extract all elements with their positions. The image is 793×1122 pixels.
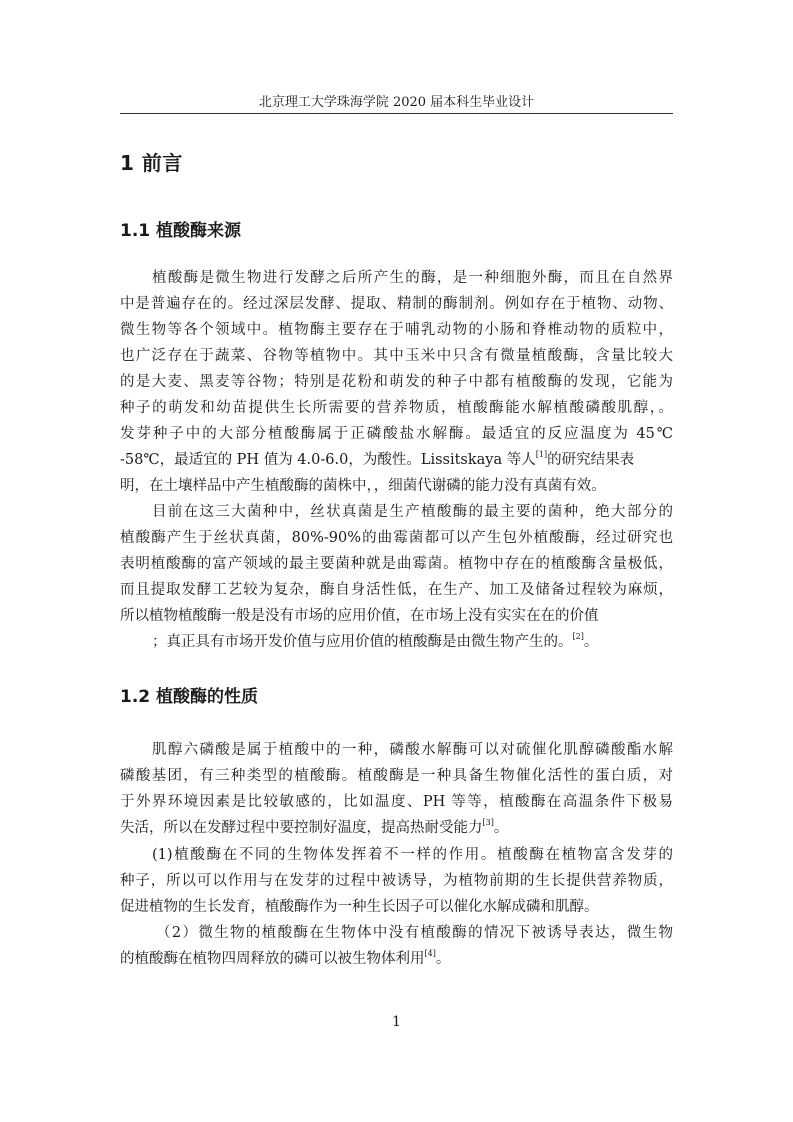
line-text: 的研究结果表 bbox=[547, 452, 635, 468]
paragraph-line: 目前在这三大菌种中，丝状真菌是生产植酸酶的最主要的菌种，绝大部分的 bbox=[152, 504, 673, 520]
paragraph-line: 肌醇六磷酸是属于植酸中的一种，磷酸水解酶可以对硫催化肌醇磷酸酯水解 bbox=[152, 742, 673, 758]
paragraph-line: 中是普遍存在的。经过深层发酵、提取、精制的酶制剂。例如存在于植物、动物、 bbox=[120, 296, 673, 312]
paragraph-line: 种子的萌发和幼苗提供生长所需要的营养物质，植酸酶能水解植酸磷酸肌醇，。 bbox=[120, 400, 673, 416]
paragraph-line: (1)植酸酶在不同的生物体发挥着不一样的作用。植酸酶在植物富含发芽的 bbox=[152, 847, 673, 863]
section-1-2-title: 1.2 植酸酶的性质 bbox=[120, 687, 259, 707]
paragraph-line: 种子，所以可以作用与在发芽的过程中被诱导，为植物前期的生长提供营养物质， bbox=[120, 873, 673, 889]
citation-ref: [1] bbox=[535, 450, 548, 459]
page-number: 1 bbox=[392, 1014, 401, 1030]
paragraph-line: 植酸酶是微生物进行发酵之后所产生的酶，是一种细胞外酶，而且在自然界 bbox=[152, 270, 673, 286]
paragraph-line-with-citation bbox=[120, 949, 673, 969]
paragraph-line: 也广泛存在于蔬菜、谷物等植物中。其中玉米中只含有微量植酸酶，含量比较大 bbox=[120, 348, 673, 364]
line-text: 。 bbox=[493, 820, 509, 836]
citation-ref: [3] bbox=[482, 818, 494, 827]
chapter-title: 1 前言 bbox=[120, 151, 183, 175]
paragraph-line-with-citation bbox=[120, 818, 673, 838]
citation-ref: [2] bbox=[572, 632, 584, 641]
paragraph-line: 发芽种子中的大部分植酸酶属于正磷酸盐水解酶。最适宜的反应温度为 45℃ bbox=[120, 426, 673, 442]
paragraph-line: 微生物等各个领域中。植物酶主要存在于哺乳动物的小肠和脊椎动物的质粒中， bbox=[120, 322, 673, 338]
section-1-1-title: 1.1 植酸酶来源 bbox=[120, 221, 242, 241]
paragraph-line: 表明植酸酶的富产领域的最主要菌种就是曲霉菌。植物中存在的植酸酶含量极低， bbox=[120, 556, 673, 572]
line-text: 。 bbox=[435, 951, 451, 967]
paragraph-line: 促进植物的生长发育，植酸酶作为一种生长因子可以催化水解成磷和肌醇。 bbox=[120, 899, 599, 915]
paragraph-line: 于外界环境因素是比较敏感的，比如温度、PH 等等，植酸酶在高温条件下极易 bbox=[120, 794, 673, 810]
citation-ref: [4] bbox=[424, 949, 436, 958]
line-text: -58℃，最适宜的 PH 值为 4.0-6.0，为酸性。Lissitskaya 等人 bbox=[120, 452, 536, 468]
paragraph-line: 而且提取发酵工艺较为复杂，酶自身活性低，在生产、加工及储备过程较为麻烦， bbox=[120, 582, 673, 598]
line-text: ；真正具有市场开发价值与应用价值的植酸酶是由微生物产生的。 bbox=[152, 634, 573, 650]
line-text: 失活，所以在发酵过程中要控制好温度，提高热耐受能力 bbox=[120, 820, 483, 836]
paragraph-line: 所以植物植酸酶一般是没有市场的应用价值，在市场上没有实实在在的价值 bbox=[120, 608, 599, 624]
line-text: 的植酸酶在植物四周释放的磷可以被生物体利用 bbox=[120, 951, 425, 967]
paragraph-line: （2）微生物的植酸酶在生物体中没有植酸酶的情况下被诱导表达，微生物 bbox=[156, 925, 673, 941]
paragraph-line: 磷酸基团，有三种类型的植酸酶。植酸酶是一种具备生物催化活性的蛋白质，对 bbox=[120, 768, 673, 784]
paragraph-line-with-citation bbox=[152, 632, 673, 652]
line-text: 。 bbox=[583, 634, 599, 650]
paragraph-line-with-citation bbox=[120, 450, 673, 470]
header-rule bbox=[120, 113, 673, 114]
running-header: 北京理工大学珠海学院 2020 届本科生毕业设计 bbox=[258, 95, 535, 110]
paragraph-line: 明，在土壤样品中产生植酸酶的菌株中，，细菌代谢磷的能力没有真菌有效。 bbox=[120, 478, 606, 494]
paragraph-line: 的是大麦、黑麦等谷物；特别是花粉和萌发的种子中都有植酸酶的发现，它能为 bbox=[120, 374, 673, 390]
paragraph-line: 植酸酶产生于丝状真菌，80%-90%的曲霉菌都可以产生包外植酸酶，经过研究也 bbox=[120, 530, 673, 546]
